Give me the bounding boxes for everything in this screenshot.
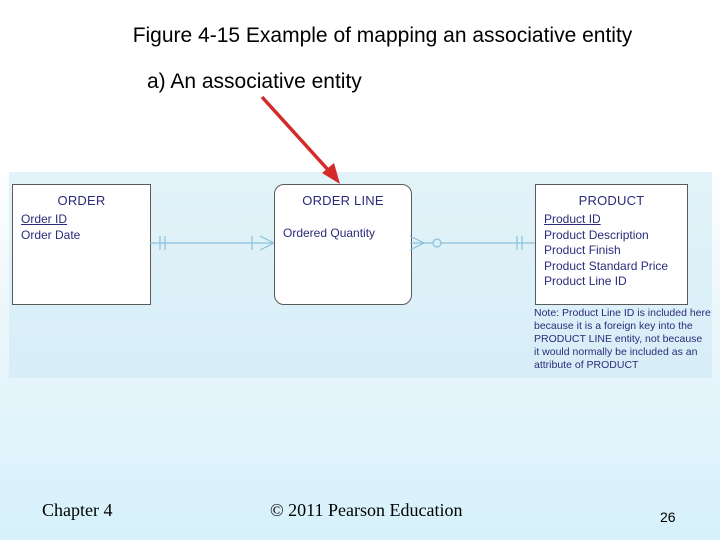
entity-order-line-name: ORDER LINE (302, 193, 384, 208)
attribute-product-standard-price: Product Standard Price (544, 258, 669, 273)
slide-title: Figure 4-15 Example of mapping an associative entity (132, 24, 633, 47)
entity-order-name: ORDER (57, 193, 106, 208)
relationship-order-orderline (150, 236, 274, 250)
slide-subtitle: a) An associative entity (147, 70, 362, 93)
page-number: 26 (660, 509, 676, 525)
attribute-product-description: Product Description (544, 227, 649, 242)
attribute-product-line-id: Product Line ID (544, 274, 627, 288)
attribute-product-id: Product ID (544, 212, 601, 226)
attribute-product-finish: Product Finish (544, 243, 621, 257)
footer-chapter: Chapter 4 (42, 500, 113, 520)
relationship-orderline-product (410, 236, 535, 250)
attribute-order-id: Order ID (21, 212, 68, 226)
entity-product-name: PRODUCT (578, 193, 645, 208)
pointer-arrow (262, 97, 340, 184)
product-note: Note: Product Line ID is included here because it is a foreign key into the PRODUCT LINE entity, not because it would normally be included as an attribute of PRODUCT (534, 307, 711, 371)
attribute-ordered-quantity: Ordered Quantity (283, 226, 376, 240)
footer-copyright: © 2011 Pearson Education (270, 500, 463, 520)
attribute-order-date: Order Date (21, 227, 81, 242)
